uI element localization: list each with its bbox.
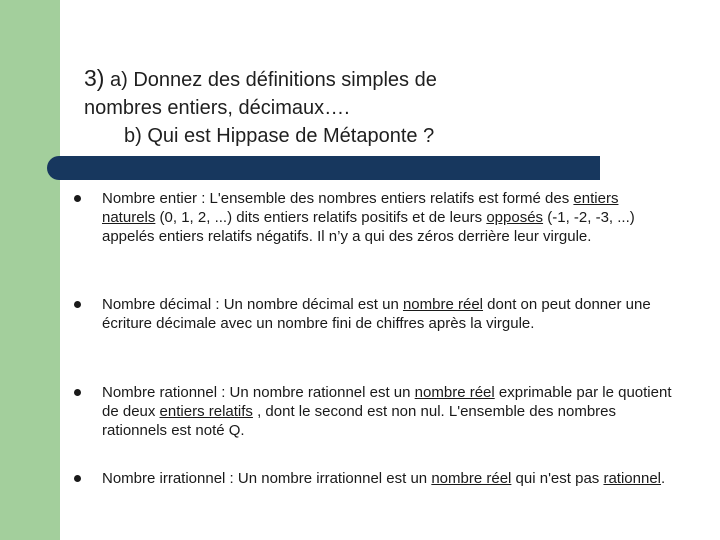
link-nombre-reel[interactable]: nombre réel — [402, 296, 484, 313]
list-item-rationnel — [74, 383, 674, 440]
link-nombre-reel[interactable]: nombre réel — [431, 470, 512, 487]
slide-title — [84, 64, 437, 150]
item-text: Nombre décimal : Un nombre décimal est un nombre réel dont on peut donner une écriture décimale avec un nombre fini de chiffres après la virgule. — [102, 296, 651, 332]
bullet-icon — [74, 195, 81, 202]
link-entiers-relatifs[interactable]: entiers relatifs — [159, 403, 253, 420]
link-entiers-naturels[interactable]: entiers naturels — [102, 190, 619, 226]
item-text: Nombre entier : L'ensemble des nombres entiers relatifs est formé des entiers naturels (0, 1, 2, ...) dits entiers relatifs positifs et de leurs opposés (-1, -2, -3, ...) appelés entiers relatifs négatifs. Il n’y a qui des zéros derrière leur virgule. — [102, 190, 635, 245]
item-text: Nombre rationnel : Un nombre rationnel est un nombre réel exprimable par le quotient de deux entiers relatifs , dont le second est non nul. L'ensemble des nombres rationnels est noté Q. — [102, 384, 672, 439]
title-divider-bar — [47, 156, 600, 180]
link-rationnel[interactable]: rationnel — [603, 470, 662, 487]
bullet-icon — [74, 301, 81, 308]
list-item-irrationnel — [74, 469, 674, 488]
list-item-decimal — [74, 295, 674, 333]
title-question-a: a) Donnez des définitions simples de — [110, 69, 437, 91]
title-question-b: b) Qui est Hippase de Métaponte ? — [124, 125, 435, 147]
list-item-entier — [74, 189, 674, 246]
bullet-icon — [74, 475, 81, 482]
bullet-icon — [74, 389, 81, 396]
link-opposes[interactable]: opposés — [486, 209, 544, 226]
link-nombre-reel[interactable]: nombre réel — [414, 384, 495, 401]
title-line-1 — [84, 64, 437, 94]
item-text: Nombre irrationnel : Un nombre irrationnel est un nombre réel qui n'est pas rationnel. — [102, 470, 666, 487]
green-side-strip — [0, 177, 60, 540]
title-line-2: nombres entiers, décimaux…. — [84, 97, 350, 119]
title-number: 3) — [84, 65, 105, 91]
